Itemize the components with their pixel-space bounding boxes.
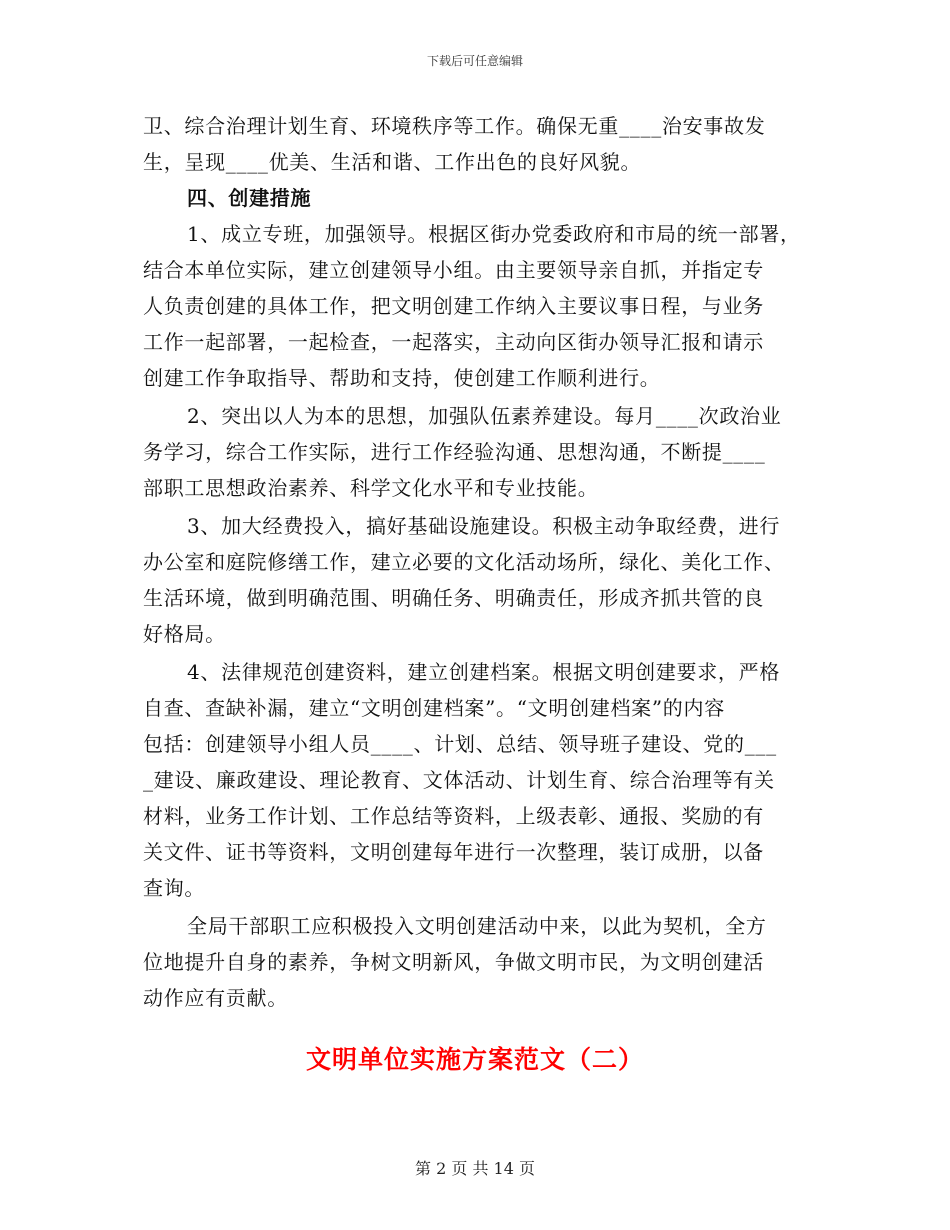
text-line: 创建工作争取指导、帮助和支持，使创建工作顺利进行。 [143,366,661,390]
text-line: 办公室和庭院修缮工作，建立必要的文化活动场所，绿化、美化工作、 [143,550,785,574]
text-line: 生，呈现____优美、生活和谐、工作出色的良好风貌。 [143,150,642,174]
text-line: 生活环境，做到明确范围、明确任务、明确责任，形成齐抓共管的良 [143,586,764,610]
text-line: 人负责创建的具体工作，把文明创建工作纳入主要议事日程，与业务 [143,294,764,318]
paragraph-continuation [143,108,811,180]
text-line: 结合本单位实际，建立创建领导小组。由主要领导亲自抓，并指定专 [143,258,764,282]
text-line: 部职工思想政治素养、科学文化水平和专业技能。 [143,476,599,500]
text-line: 好格局。 [143,622,226,646]
text-line: 2、突出以人为本的思想，加强队伍素养建设。每月____次政治业 [187,404,782,428]
paragraph-measure-2 [143,398,811,506]
paragraph-measure-4 [143,654,811,906]
text-line: 工作一起部署，一起检查，一起落实，主动向区街办领导汇报和请示 [143,330,764,354]
paragraph-closing [143,908,811,1016]
heading-text: 四、创建措施 [187,186,312,210]
text-line: _建设、廉政建设、理论教育、文体活动、计划生育、综合治理等有关 [143,768,775,792]
text-line: 包括：创建领导小组人员____、计划、总结、领导班子建设、党的___ [143,732,777,756]
text-line: 4、法律规范创建资料，建立创建档案。根据文明创建要求，严格 [187,660,781,684]
document-title: 文明单位实施方案范文（二） [305,1045,644,1074]
text-line: 动作应有贡献。 [143,986,288,1010]
text-line: 查询。 [143,876,206,900]
text-line: 3、加大经费投入，搞好基础设施建设。积极主动争取经费，进行 [187,514,781,538]
text-line: 关文件、证书等资料，文明创建每年进行一次整理，装订成册，以备 [143,840,764,864]
page-footer: 第 2 页 共 14 页 [415,1159,535,1178]
text-line: 卫、综合治理计划生育、环境秩序等工作。确保无重____治安事故发 [143,114,766,138]
text-line: 务学习，综合工作实际，进行工作经验沟通、思想沟通，不断提____ [143,440,766,464]
text-line: 1、成立专班，加强领导。根据区街办党委政府和市局的统一部署， [187,222,801,246]
text-line: 自查、查缺补漏，建立“文明创建档案”。“文明创建档案”的内容 [143,696,725,720]
page-header: 下载后可任意编辑 [426,54,523,68]
text-line: 位地提升自身的素养，争树文明新风，争做文明市民，为文明创建活 [143,950,764,974]
section-heading [143,180,811,216]
paragraph-measure-3 [143,508,811,652]
text-line: 全局干部职工应积极投入文明创建活动中来，以此为契机，全方 [187,914,767,938]
document-body [143,108,811,1016]
text-line: 材料，业务工作计划、工作总结等资料，上级表彰、通报、奖励的有 [143,804,764,828]
paragraph-measure-1 [143,216,811,396]
